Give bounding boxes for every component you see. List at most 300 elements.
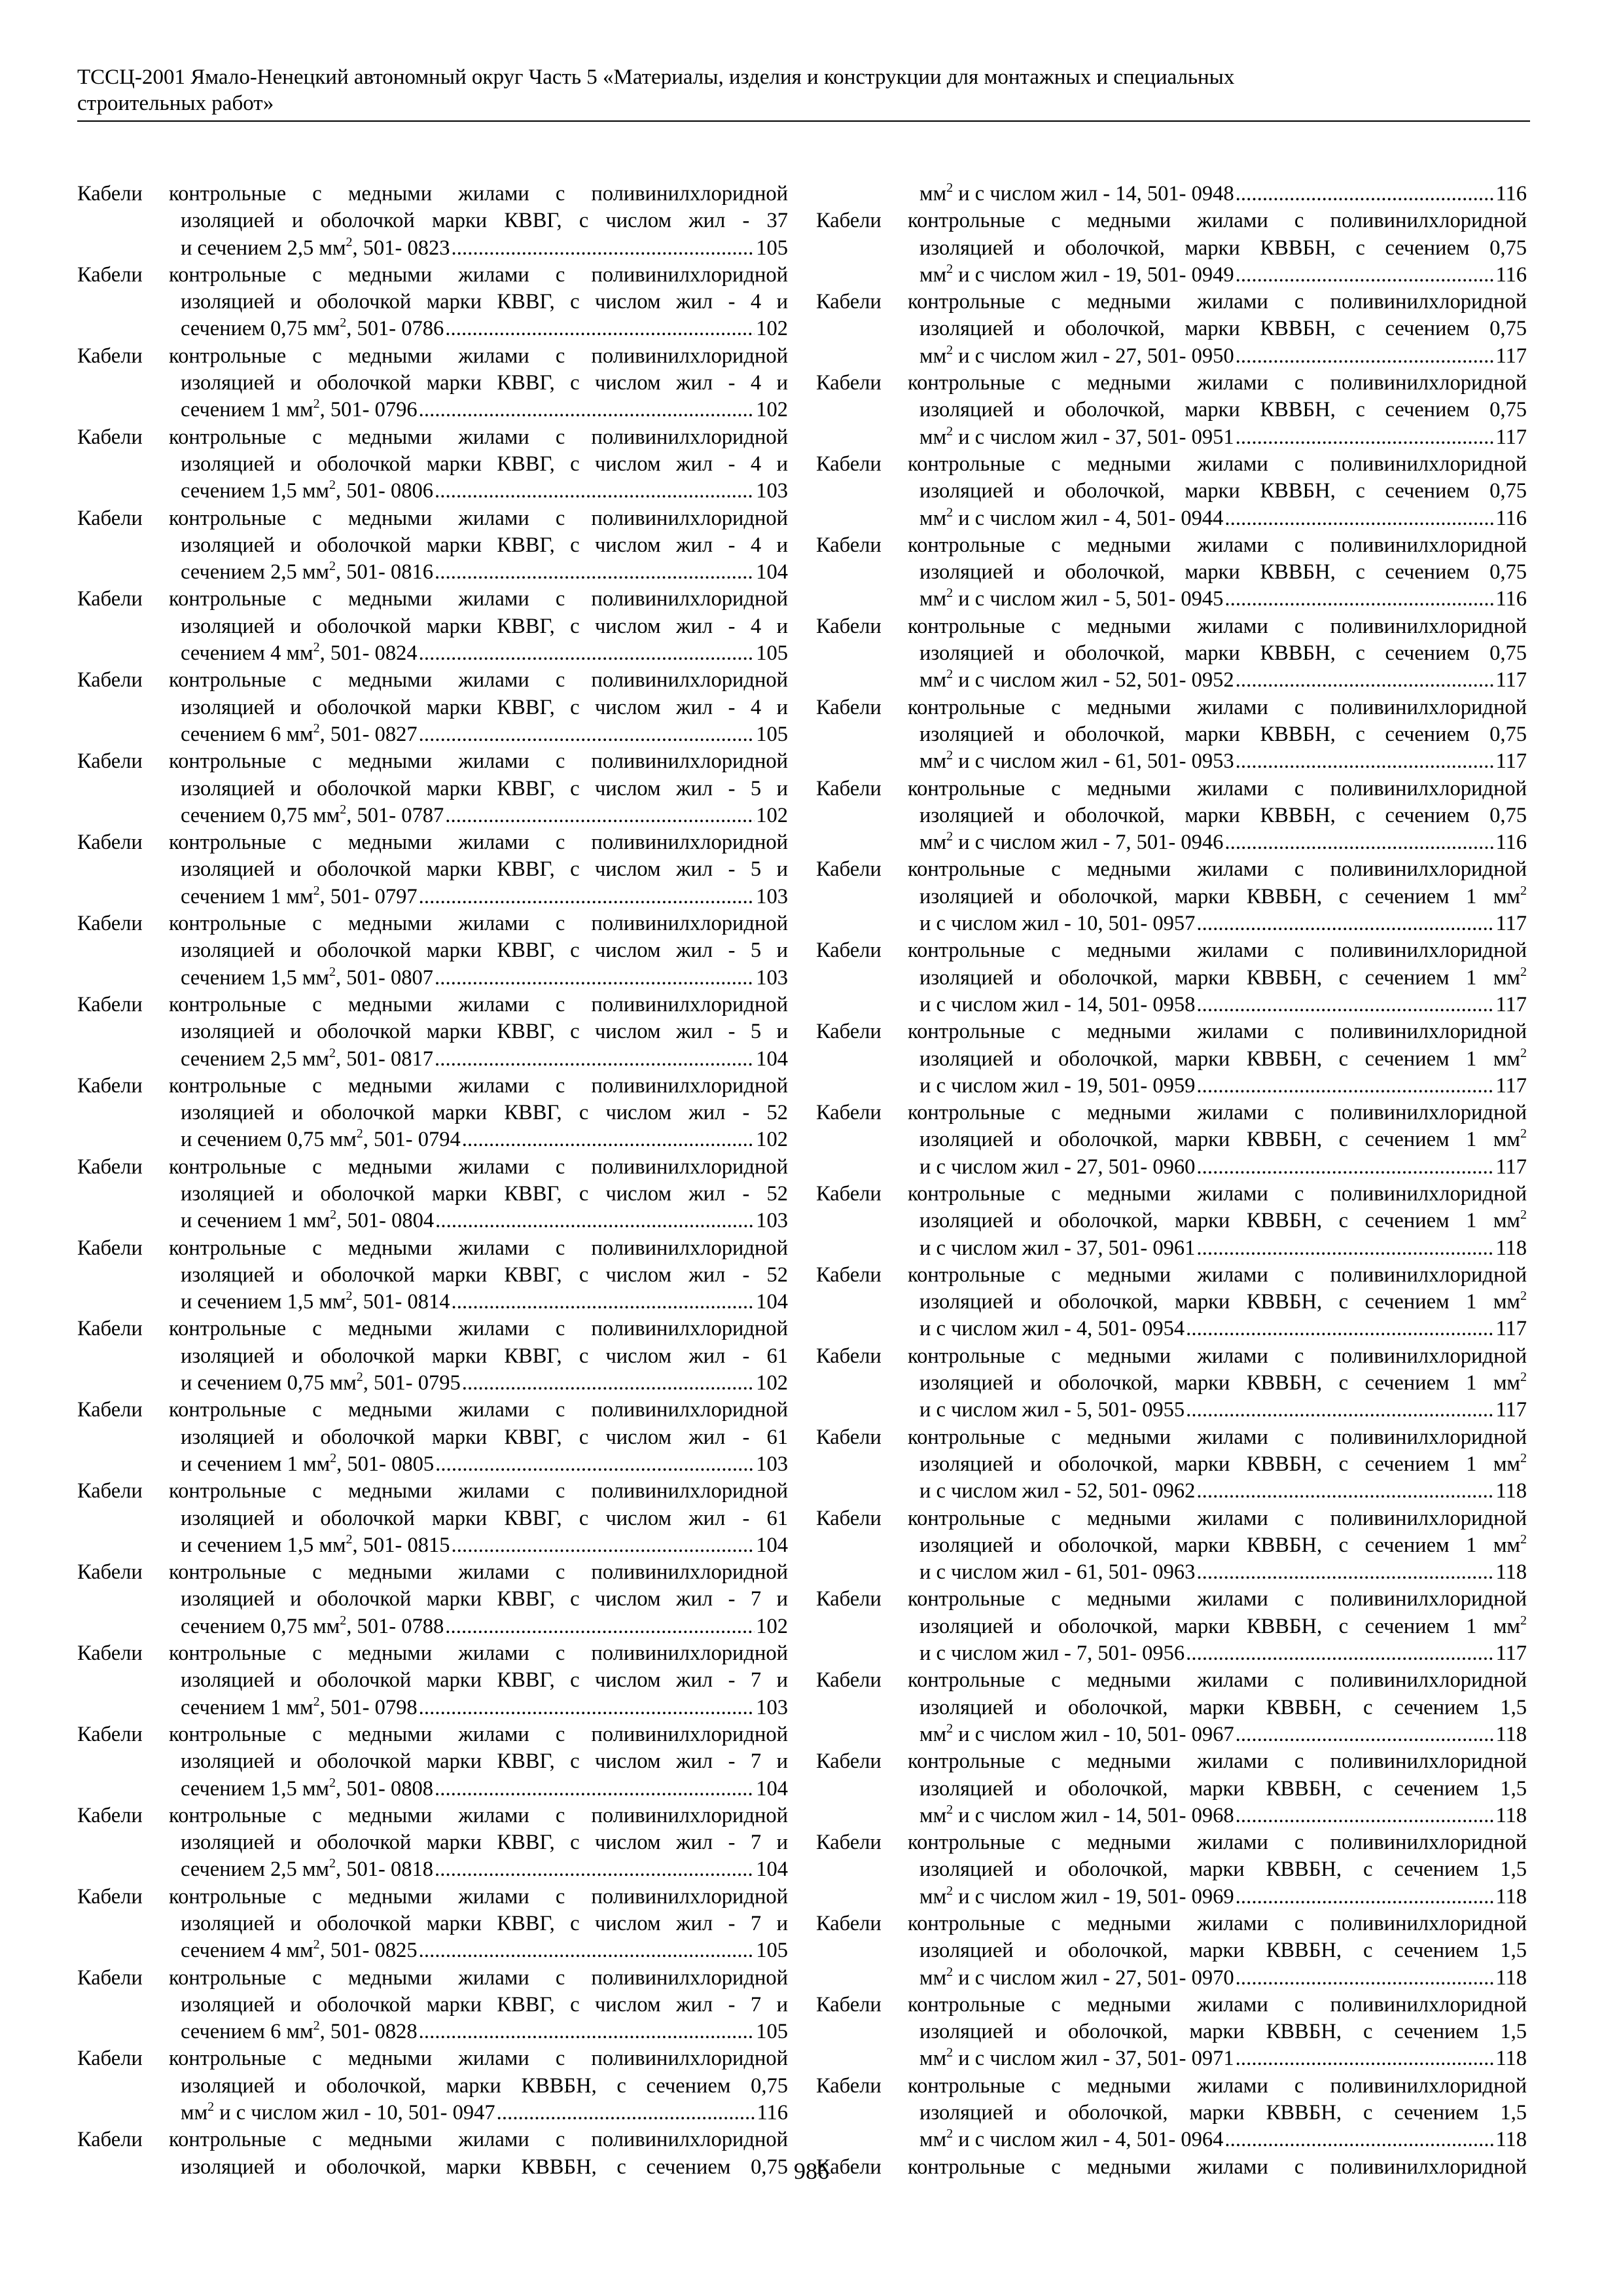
entry-code: $мм^2$ и с числом жил - 5, 501- 0945 xyxy=(919,586,1224,611)
entry-title-line: Кабели контрольные с медными жилами с поливинилхлоридной xyxy=(77,1965,788,1990)
dot-leader xyxy=(451,235,755,262)
index-entry xyxy=(77,1965,788,2046)
entry-description-line: изоляцией и оболочкой марки КВВГ, с числом жил - 61 xyxy=(181,1344,788,1368)
entry-code: $мм^2$ и с числом жил - 19, 501- 0969 xyxy=(919,1883,1234,1909)
entry-code: сечением 4 $мм^2$, 501- 0824 xyxy=(181,640,418,666)
entry-title-line: Кабели контрольные с медными жилами с поливинилхлоридной xyxy=(77,992,788,1016)
dot-leader xyxy=(1236,667,1495,694)
entry-page-ref: 116 xyxy=(1495,506,1527,530)
entry-code: $мм^2$ и с числом жил - 4, 501- 0964 xyxy=(919,2126,1224,2152)
entry-page-ref: 117 xyxy=(1495,749,1527,774)
entry-page-ref: 116 xyxy=(757,2101,788,2125)
index-entry xyxy=(77,1154,788,1235)
entry-reference-line xyxy=(77,1208,788,1234)
entry-reference-line xyxy=(77,1126,788,1153)
entry-page-ref: 117 xyxy=(1495,344,1527,368)
entry-page-ref: 118 xyxy=(1495,1560,1527,1585)
index-entry xyxy=(77,992,788,1073)
index-entry xyxy=(816,1424,1527,1505)
entry-reference-line xyxy=(77,2018,788,2045)
dot-leader xyxy=(451,1289,755,1316)
entry-title-line: Кабели контрольные с медными жилами с поливинилхлоридной xyxy=(77,1155,788,1179)
entry-description-line: изоляцией и оболочкой марки КВВГ, с числом жил - 7 и xyxy=(181,1668,788,1693)
entry-page-ref: 118 xyxy=(1495,1479,1527,1503)
superscript-2: 2 xyxy=(313,721,320,736)
index-entry xyxy=(816,1829,1527,1910)
entry-reference-line xyxy=(816,829,1527,856)
entry-title-line: Кабели контрольные с медными жилами с поливинилхлоридной xyxy=(816,1992,1527,2017)
superscript-2: 2 xyxy=(340,315,347,331)
entry-code: и с числом жил - 4, 501- 0954 xyxy=(919,1317,1185,1341)
entry-reference-line xyxy=(77,478,788,505)
entry-title-line: Кабели контрольные с медными жилами с поливинилхлоридной xyxy=(816,776,1527,800)
entry-description-line: изоляцией и оболочкой марки КВВГ, с числом жил - 4 и xyxy=(181,695,788,719)
entry-reference-line xyxy=(77,315,788,342)
dot-leader xyxy=(419,397,755,423)
entry-code: сечением 1 $мм^2$, 501- 0796 xyxy=(181,397,418,422)
superscript-2: 2 xyxy=(313,883,320,898)
entry-page-ref: 102 xyxy=(756,1128,788,1152)
dot-leader xyxy=(1236,424,1495,451)
entry-page-ref: 116 xyxy=(1495,182,1527,206)
entry-page-ref: 117 xyxy=(1495,425,1527,449)
entry-reference-line xyxy=(816,667,1527,694)
entry-title-line: Кабели контрольные с медными жилами с поливинилхлоридной xyxy=(77,1073,788,1098)
index-entry xyxy=(816,1505,1527,1587)
entry-code: и сечением 1,5 $мм^2$, 501- 0814 xyxy=(181,1289,450,1314)
index-column-right xyxy=(816,181,1527,2181)
index-entry xyxy=(816,1018,1527,1100)
dot-leader xyxy=(419,2018,755,2045)
entry-code: и с числом жил - 37, 501- 0961 xyxy=(919,1236,1196,1260)
entry-page-ref: 102 xyxy=(756,1614,788,1638)
entry-title-line: Кабели контрольные с медными жилами с поливинилхлоридной xyxy=(77,1560,788,1585)
superscript-2: 2 xyxy=(946,342,954,357)
dot-leader xyxy=(435,478,755,505)
entry-description-line: изоляцией и оболочкой, марки КВВБН, с сечением 1 $мм^2$ xyxy=(919,883,1527,908)
entry-description-line: изоляцией и оболочкой марки КВВГ, с числом жил - 61 xyxy=(181,1506,788,1530)
entry-page-ref: 118 xyxy=(1495,1884,1527,1909)
superscript-2: 2 xyxy=(346,1289,353,1304)
header-line-1: ТССЦ-2001 Ямало-Ненецкий автономный округ Часть 5 «Материалы, изделия и конструкции для монтажных и специальных xyxy=(77,65,1235,89)
entry-reference-line xyxy=(816,1721,1527,1748)
entry-page-ref: 104 xyxy=(756,1290,788,1314)
entry-code: и с числом жил - 10, 501- 0957 xyxy=(919,912,1196,936)
entry-description-line: изоляцией и оболочкой марки КВВГ, с числом жил - 7 и xyxy=(181,1912,788,1935)
superscript-2: 2 xyxy=(356,1370,363,1385)
entry-title-line: Кабели контрольные с медными жилами с поливинилхлоридной xyxy=(816,209,1527,233)
entry-page-ref: 118 xyxy=(1495,1803,1527,1827)
entry-code: и с числом жил - 7, 501- 0956 xyxy=(919,1641,1185,1666)
superscript-2: 2 xyxy=(946,423,954,439)
index-entry xyxy=(77,586,788,667)
index-entry xyxy=(816,776,1527,857)
dot-leader xyxy=(497,2100,756,2126)
index-entry xyxy=(77,1721,788,1803)
entry-reference-line xyxy=(77,1289,788,1316)
entry-description-line: изоляцией и оболочкой марки КВВГ, с числом жил - 5 и xyxy=(181,776,788,800)
superscript-2: 2 xyxy=(946,1883,954,1898)
entry-reference-line xyxy=(816,1154,1527,1181)
index-entry xyxy=(77,2045,788,2126)
entry-reference-line xyxy=(77,1695,788,1721)
index-entry xyxy=(816,1343,1527,1424)
index-entry xyxy=(816,207,1527,289)
dot-leader xyxy=(1196,1478,1494,1505)
dot-leader xyxy=(1236,262,1495,289)
entry-page-ref: 103 xyxy=(756,1452,788,1476)
superscript-2: 2 xyxy=(946,505,954,520)
entry-description-line: изоляцией и оболочкой, марки КВВБН, с сечением 1,5 xyxy=(919,1857,1527,1882)
index-entry xyxy=(77,667,788,748)
dot-leader xyxy=(1196,1154,1494,1181)
entry-title-line: Кабели контрольные с медными жилами с поливинилхлоридной xyxy=(77,2047,788,2071)
entry-title-line: Кабели контрольные с медными жилами с поливинилхлоридной xyxy=(816,1020,1527,1044)
superscript-2: 2 xyxy=(207,2100,215,2115)
entry-description-line: изоляцией и оболочкой, марки КВВБН, с сечением 0,75 xyxy=(919,722,1527,746)
entry-title-line: Кабели контрольные с медными жилами с поливинилхлоридной xyxy=(816,533,1527,557)
entry-code: и с числом жил - 27, 501- 0960 xyxy=(919,1155,1196,1179)
entry-description-line: изоляцией и оболочкой марки КВВГ, с числом жил - 7 и xyxy=(181,1992,788,2017)
superscript-2: 2 xyxy=(946,1964,954,1979)
superscript-2: 2 xyxy=(946,586,954,601)
index-entry xyxy=(77,910,788,992)
superscript-2: 2 xyxy=(329,478,336,493)
superscript-2: 2 xyxy=(1520,1289,1527,1304)
entry-title-line: Кабели контрольные с медными жилами с поливинилхлоридной xyxy=(816,1749,1527,1774)
entry-code: и с числом жил - 5, 501- 0955 xyxy=(919,1398,1185,1422)
dot-leader xyxy=(435,1451,755,1478)
entry-title-line: Кабели контрольные с медными жилами с поливинилхлоридной xyxy=(816,290,1527,314)
entry-description-line: изоляцией и оболочкой марки КВВГ, с числом жил - 52 xyxy=(181,1101,788,1125)
entry-title-line: Кабели контрольные с медными жилами с поливинилхлоридной xyxy=(77,1641,788,1666)
entry-page-ref: 116 xyxy=(1495,587,1527,611)
index-entry xyxy=(816,1992,1527,2073)
entry-title-line: Кабели контрольные с медными жилами с поливинилхлоридной xyxy=(816,1101,1527,1125)
entry-title-line: Кабели контрольные с медными жилами с поливинилхлоридной xyxy=(77,1479,788,1503)
index-entry xyxy=(816,856,1527,937)
index-entry xyxy=(816,532,1527,613)
entry-description-line: изоляцией и оболочкой, марки КВВБН, с сечением 1,5 xyxy=(919,1695,1527,1719)
entry-code: $мм^2$ и с числом жил - 37, 501- 0971 xyxy=(919,2045,1234,2071)
entry-reference-line xyxy=(816,1559,1527,1586)
entry-reference-line xyxy=(77,884,788,910)
entry-code: сечением 1 $мм^2$, 501- 0798 xyxy=(181,1694,418,1719)
entry-reference-line xyxy=(77,1370,788,1397)
entry-title-line: Кабели контрольные с медными жилами с поливинилхлоридной xyxy=(816,1912,1527,1935)
entry-reference-line xyxy=(77,2100,788,2126)
entry-reference-line xyxy=(816,992,1527,1018)
entry-reference-line xyxy=(816,1640,1527,1667)
entry-title-line: Кабели контрольные с медными жилами с поливинилхлоридной xyxy=(816,614,1527,638)
superscript-2: 2 xyxy=(329,1856,336,1871)
entry-description-line: изоляцией и оболочкой, марки КВВБН, с сечением 1 $мм^2$ xyxy=(919,1450,1527,1476)
entry-description-line: изоляцией и оболочкой, марки КВВБН, с сечением 1 $мм^2$ xyxy=(919,964,1527,990)
dot-leader xyxy=(435,1046,755,1073)
index-entry xyxy=(77,1559,788,1640)
entry-code: и с числом жил - 19, 501- 0959 xyxy=(919,1073,1196,1098)
entry-code: сечением 2,5 $мм^2$, 501- 0818 xyxy=(181,1856,433,1882)
entry-description-line: изоляцией и оболочкой, марки КВВБН, с сечением 0,75 xyxy=(919,317,1527,341)
entry-code: сечением 4 $мм^2$, 501- 0825 xyxy=(181,1937,418,1963)
superscript-2: 2 xyxy=(946,748,954,763)
entry-code: сечением 6 $мм^2$, 501- 0827 xyxy=(181,721,418,746)
superscript-2: 2 xyxy=(1520,1045,1527,1060)
entry-description-line: изоляцией и оболочкой марки КВВГ, с числом жил - 4 и xyxy=(181,371,788,395)
entry-title-line: Кабели контрольные с медными жилами с поливинилхлоридной xyxy=(816,2155,1527,2179)
entry-reference-line xyxy=(816,1073,1527,1100)
index-entry xyxy=(77,1073,788,1154)
entry-reference-line xyxy=(77,640,788,667)
entry-page-ref: 102 xyxy=(756,803,788,827)
entry-description-line: изоляцией и оболочкой, марки КВВБН, с сечением 0,75 xyxy=(919,236,1527,260)
superscript-2: 2 xyxy=(329,964,336,979)
entry-title-line: Кабели контрольные с медными жилами с поливинилхлоридной xyxy=(816,1344,1527,1368)
entry-description-line: изоляцией и оболочкой марки КВВГ, с числом жил - 52 xyxy=(181,1181,788,1206)
entry-description-line: изоляцией и оболочкой, марки КВВБН, с сечением 1 $мм^2$ xyxy=(919,1532,1527,1557)
superscript-2: 2 xyxy=(313,2018,320,2034)
entry-title-line: Кабели контрольные с медными жилами с поливинилхлоридной xyxy=(816,1425,1527,1449)
entry-reference-line xyxy=(816,343,1527,370)
entry-reference-line xyxy=(816,424,1527,451)
entry-reference-line xyxy=(77,1856,788,1883)
entry-reference-line xyxy=(816,1397,1527,1424)
index-entry xyxy=(816,937,1527,1018)
entry-code: сечением 1,5 $мм^2$, 501- 0808 xyxy=(181,1775,433,1801)
entry-description-line: изоляцией и оболочкой, марки КВВБН, с сечением 1 $мм^2$ xyxy=(919,1208,1527,1233)
entry-page-ref: 118 xyxy=(1495,2128,1527,2152)
superscript-2: 2 xyxy=(946,829,954,844)
entry-page-ref: 105 xyxy=(756,641,788,666)
entry-description-line: изоляцией и оболочкой марки КВВГ, с числом жил - 5 и xyxy=(181,857,788,882)
entry-description-line: изоляцией и оболочкой марки КВВГ, с числом жил - 5 и xyxy=(181,939,788,963)
entry-page-ref: 118 xyxy=(1495,1965,1527,1990)
entry-reference-line xyxy=(77,721,788,748)
entry-code: $мм^2$ и с числом жил - 7, 501- 0946 xyxy=(919,829,1224,855)
entry-code: $мм^2$ и с числом жил - 37, 501- 0951 xyxy=(919,423,1234,449)
entry-description-line: изоляцией и оболочкой, марки КВВБН, с сечением 1,5 xyxy=(919,1939,1527,1963)
entry-description-line: изоляцией и оболочкой марки КВВГ, с числом жил - 37 xyxy=(181,209,788,233)
entry-code: и сечением 0,75 $мм^2$, 501- 0794 xyxy=(181,1126,461,1152)
superscript-2: 2 xyxy=(1520,964,1527,979)
index-column-left xyxy=(77,181,788,2181)
index-entry xyxy=(816,1586,1527,1667)
entry-description-line: изоляцией и оболочкой марки КВВГ, с числом жил - 7 и xyxy=(181,1831,788,1855)
entry-page-ref: 117 xyxy=(1495,912,1527,936)
index-entry xyxy=(77,1235,788,1316)
index-entry xyxy=(77,1640,788,1721)
entry-reference-line xyxy=(816,1884,1527,1910)
entry-page-ref: 103 xyxy=(756,965,788,990)
dot-leader xyxy=(419,640,755,667)
entry-reference-line xyxy=(816,262,1527,289)
entry-page-ref: 103 xyxy=(756,1209,788,1233)
entry-reference-line xyxy=(77,1776,788,1803)
entry-page-ref: 117 xyxy=(1495,1317,1527,1341)
entry-page-ref: 102 xyxy=(756,317,788,341)
entry-code: и сечением 1,5 $мм^2$, 501- 0815 xyxy=(181,1532,450,1557)
entry-title-line: Кабели контрольные с медными жилами с поливинилхлоридной xyxy=(816,1668,1527,1693)
entry-code: $мм^2$ и с числом жил - 19, 501- 0949 xyxy=(919,261,1234,287)
entry-description-line: изоляцией и оболочкой марки КВВГ, с числом жил - 7 и xyxy=(181,1749,788,1774)
entry-code: сечением 0,75 $мм^2$, 501- 0788 xyxy=(181,1613,444,1638)
index-entry xyxy=(816,451,1527,532)
entry-code: $мм^2$ и с числом жил - 52, 501- 0952 xyxy=(919,667,1234,692)
index-entry xyxy=(77,343,788,424)
entry-reference-line xyxy=(77,1532,788,1559)
superscript-2: 2 xyxy=(1520,1613,1527,1628)
dot-leader xyxy=(1196,992,1494,1018)
superscript-2: 2 xyxy=(340,1613,347,1628)
entry-title-line: Кабели контрольные с медными жилами с поливинилхлоридной xyxy=(77,587,788,611)
entry-page-ref: 117 xyxy=(1495,1155,1527,1179)
entry-title-line: Кабели контрольные с медными жилами с поливинилхлоридной xyxy=(77,262,788,287)
entry-code: сечением 2,5 $мм^2$, 501- 0816 xyxy=(181,559,433,584)
entry-title-line: Кабели контрольные с медными жилами с поливинилхлоридной xyxy=(816,1263,1527,1287)
entry-description-line: изоляцией и оболочкой марки КВВГ, с числом жил - 5 и xyxy=(181,1020,788,1044)
entry-code: и с числом жил - 14, 501- 0958 xyxy=(919,992,1196,1016)
index-entry xyxy=(77,748,788,829)
dot-leader xyxy=(419,1695,755,1721)
entry-title-line: Кабели контрольные с медными жилами с поливинилхлоридной xyxy=(77,1722,788,1746)
entry-title-line: Кабели контрольные с медными жилами с поливинилхлоридной xyxy=(77,1317,788,1341)
index-entry xyxy=(816,289,1527,370)
entry-reference-line xyxy=(77,1613,788,1640)
dot-leader xyxy=(1236,1884,1495,1910)
entry-code: и сечением 1 $мм^2$, 501- 0804 xyxy=(181,1208,435,1233)
superscript-2: 2 xyxy=(340,802,347,817)
entry-description-line: изоляцией и оболочкой, марки КВВБН, с сечением 1,5 xyxy=(919,1776,1527,1801)
index-entry xyxy=(816,1100,1527,1181)
superscript-2: 2 xyxy=(1520,1126,1527,1141)
entry-reference-line xyxy=(77,1937,788,1964)
index-entry xyxy=(816,1262,1527,1343)
entry-description-line: изоляцией и оболочкой, марки КВВБН, с сечением 1,5 xyxy=(919,2020,1527,2044)
entry-title-line: Кабели контрольные с медными жилами с поливинилхлоридной xyxy=(816,371,1527,395)
entry-code: и сечением 1 $мм^2$, 501- 0805 xyxy=(181,1450,435,1476)
dot-leader xyxy=(435,1776,755,1803)
page-header xyxy=(77,64,1530,122)
entry-description-line: изоляцией и оболочкой, марки КВВБН, с сечением 1 $мм^2$ xyxy=(919,1370,1527,1395)
entry-reference-line xyxy=(77,965,788,992)
dot-leader xyxy=(1224,586,1494,613)
entry-description-line: изоляцией и оболочкой марки КВВГ, с числом жил - 4 и xyxy=(181,614,788,638)
entry-description-line: изоляцией и оболочкой, марки КВВБН, с сечением 0,75 xyxy=(919,479,1527,503)
entry-title-line: Кабели контрольные с медными жилами с поливинилхлоридной xyxy=(77,1884,788,1909)
dot-leader xyxy=(1196,1073,1494,1100)
page-number: 986 xyxy=(794,2158,829,2184)
entry-title-line: Кабели контрольные с медными жилами с поливинилхлоридной xyxy=(816,857,1527,882)
entry-reference-line xyxy=(816,748,1527,775)
index-entry xyxy=(77,829,788,910)
entry-code: $мм^2$ и с числом жил - 14, 501- 0948 xyxy=(919,181,1234,206)
entry-title-line: Кабели контрольные с медными жилами с поливинилхлоридной xyxy=(77,344,788,368)
entry-page-ref: 103 xyxy=(756,479,788,503)
superscript-2: 2 xyxy=(946,1802,954,1817)
entry-reference-line xyxy=(816,910,1527,937)
entry-page-ref: 117 xyxy=(1495,1398,1527,1422)
index-entry xyxy=(816,181,1527,207)
entry-reference-line xyxy=(816,1965,1527,1992)
entry-title-line: Кабели контрольные с медными жилами с поливинилхлоридной xyxy=(816,2073,1527,2098)
entry-page-ref: 104 xyxy=(756,1047,788,1071)
entry-reference-line xyxy=(77,559,788,586)
superscript-2: 2 xyxy=(946,667,954,682)
entry-reference-line xyxy=(816,1235,1527,1262)
dot-leader xyxy=(462,1126,755,1153)
entry-title-line: Кабели контрольные с медными жилами с поливинилхлоридной xyxy=(77,425,788,449)
index-entry xyxy=(77,181,788,262)
entry-description-line: изоляцией и оболочкой, марки КВВБН, с сечением 0,75 xyxy=(181,2073,788,2098)
entry-description-line: изоляцией и оболочкой марки КВВГ, с числом жил - 7 и xyxy=(181,1587,788,1611)
entry-description-line: изоляцией и оболочкой, марки КВВБН, с сечением 1 $мм^2$ xyxy=(919,1045,1527,1071)
index-entry xyxy=(816,1748,1527,1829)
superscript-2: 2 xyxy=(313,1694,320,1709)
dot-leader xyxy=(1186,1397,1494,1424)
entry-description-line: изоляцией и оболочкой, марки КВВБН, с сечением 0,75 xyxy=(919,560,1527,584)
dot-leader xyxy=(1196,1235,1494,1262)
index-entry xyxy=(77,262,788,343)
entry-reference-line xyxy=(816,1803,1527,1829)
superscript-2: 2 xyxy=(313,397,320,412)
index-entry xyxy=(816,1181,1527,1262)
superscript-2: 2 xyxy=(313,1937,320,1952)
entry-code: $мм^2$ и с числом жил - 4, 501- 0944 xyxy=(919,505,1224,530)
index-entry xyxy=(77,505,788,586)
entry-description-line: изоляцией и оболочкой, марки КВВБН, с сечением 0,75 xyxy=(919,803,1527,827)
superscript-2: 2 xyxy=(313,640,320,655)
entry-page-ref: 116 xyxy=(1495,831,1527,855)
dot-leader xyxy=(445,1613,755,1640)
dot-leader xyxy=(1196,1559,1494,1586)
entry-title-line: Кабели контрольные с медными жилами с поливинилхлоридной xyxy=(816,1831,1527,1855)
entry-description-line: изоляцией и оболочкой, марки КВВБН, с сечением 1,5 xyxy=(919,2101,1527,2125)
entry-reference-line xyxy=(816,1316,1527,1342)
index-entry xyxy=(816,1667,1527,1748)
entry-title-line: Кабели контрольные с медными жилами с поливинилхлоридной xyxy=(77,912,788,936)
entry-page-ref: 105 xyxy=(756,2020,788,2044)
superscript-2: 2 xyxy=(1520,1450,1527,1465)
entry-page-ref: 104 xyxy=(756,1533,788,1557)
entry-description-line: изоляцией и оболочкой марки КВВГ, с числом жил - 4 и xyxy=(181,452,788,476)
entry-title-line: Кабели контрольные с медными жилами с поливинилхлоридной xyxy=(77,1803,788,1827)
entry-description-line: изоляцией и оболочкой, марки КВВБН, с сечением 1 $мм^2$ xyxy=(919,1126,1527,1152)
dot-leader xyxy=(1236,2045,1495,2072)
dot-leader xyxy=(1186,1640,1494,1667)
superscript-2: 2 xyxy=(946,2126,954,2142)
entry-title-line: Кабели контрольные с медными жилами с поливинилхлоридной xyxy=(816,1181,1527,1206)
dot-leader xyxy=(1196,910,1494,937)
superscript-2: 2 xyxy=(346,1532,353,1547)
entry-description-line: изоляцией и оболочкой, марки КВВБН, с сечением 0,75 xyxy=(919,398,1527,422)
dot-leader xyxy=(445,802,755,829)
superscript-2: 2 xyxy=(946,181,954,195)
superscript-2: 2 xyxy=(329,559,336,574)
entry-description-line: изоляцией и оболочкой марки КВВГ, с числом жил - 52 xyxy=(181,1263,788,1287)
entry-code: сечением 1,5 $мм^2$, 501- 0807 xyxy=(181,964,433,990)
dot-leader xyxy=(1236,181,1495,207)
dot-leader xyxy=(435,1856,755,1883)
entry-page-ref: 116 xyxy=(1495,262,1527,287)
entry-title-line: Кабели контрольные с медными жилами с поливинилхлоридной xyxy=(77,668,788,692)
entry-title-line: Кабели контрольные с медными жилами с поливинилхлоридной xyxy=(816,1506,1527,1530)
entry-page-ref: 118 xyxy=(1495,1236,1527,1260)
index-entry xyxy=(816,2073,1527,2154)
superscript-2: 2 xyxy=(329,1775,336,1790)
entry-description-line: изоляцией и оболочкой, марки КВВБН, с сечением 0,75 xyxy=(181,2155,788,2179)
superscript-2: 2 xyxy=(330,1450,337,1465)
entry-code: сечением 1 $мм^2$, 501- 0797 xyxy=(181,883,418,908)
